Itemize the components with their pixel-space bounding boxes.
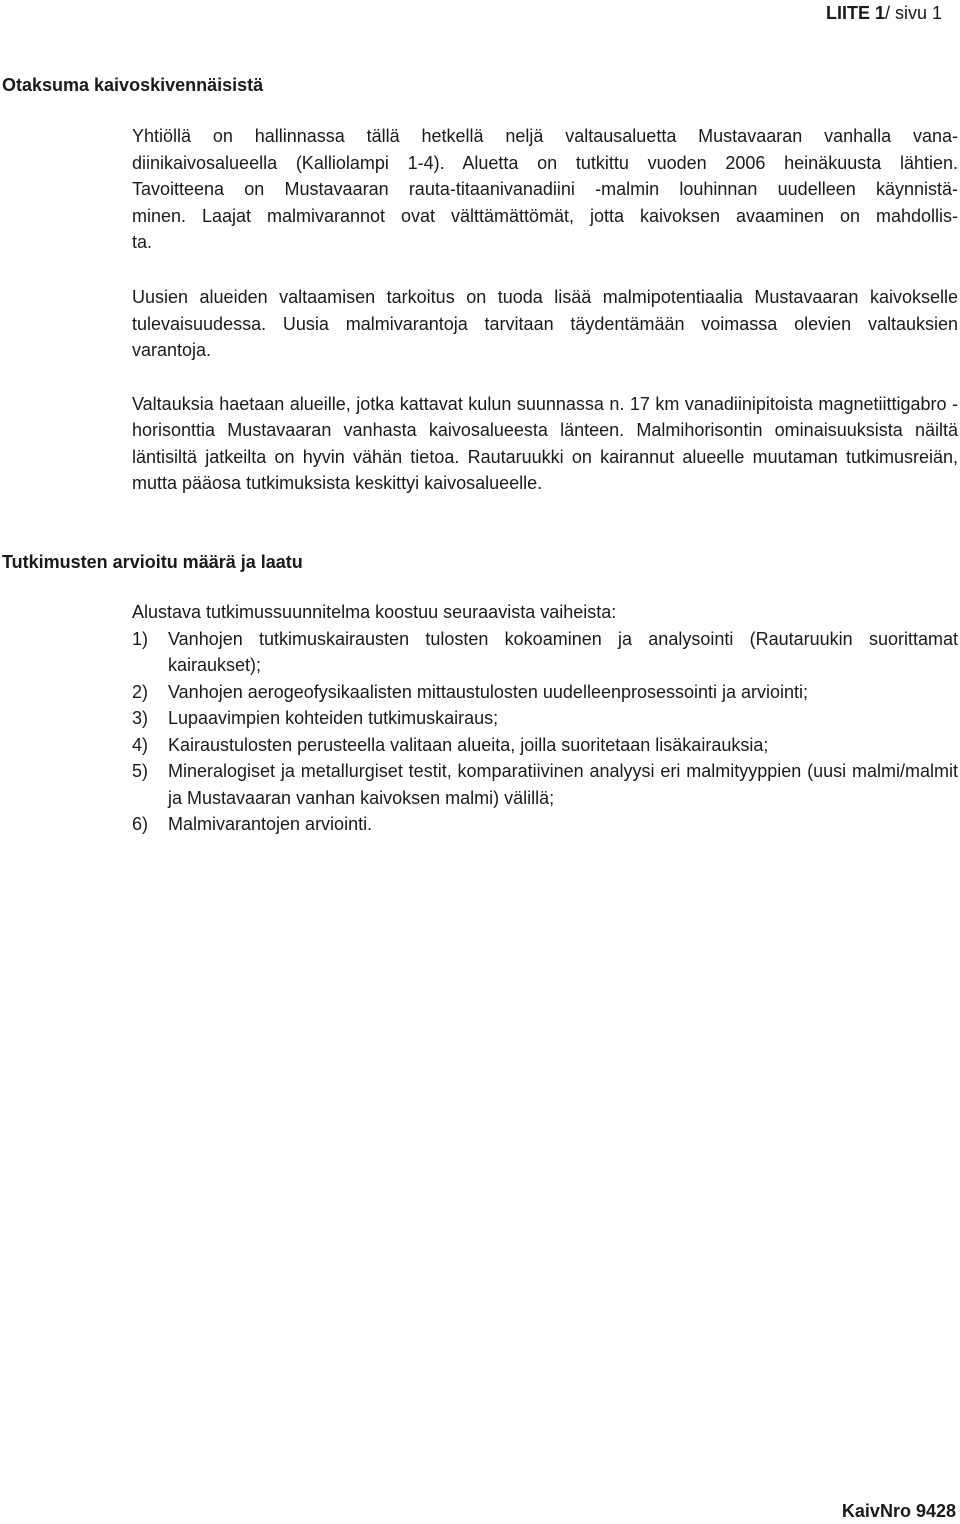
section-heading-otaksuma: Otaksuma kaivoskivennäisistä — [2, 75, 264, 95]
research-plan — [132, 599, 958, 838]
appendix-label: LIITE 1 — [825, 3, 885, 23]
paragraph-line: Tavoitteena on Mustavaaran rauta-titaanivanadiini -malmin louhinnan uudelleen käynnistä- — [132, 179, 958, 199]
list-item-text: Vanhojen tutkimuskairausten tulosten kokoaminen ja analysointi (Rautaruukin suorittamat kairaukset); — [168, 628, 958, 675]
list-item — [132, 758, 958, 811]
paragraph-line: minen. Laajat malmivarannot ovat välttämättömät, jotta kaivoksen avaaminen on mahdollis- — [132, 205, 958, 226]
list-item-text: Mineralogiset ja metallurgiset testit, komparatiivinen analyysi eri malmityyppien (uusi malmi/malmit ja Mustavaaran vanhan kaivoksen malmi) välillä; — [168, 761, 958, 808]
research-steps-list — [132, 626, 958, 838]
section1-paragraph1 — [132, 123, 958, 256]
list-item-number: 1) — [132, 628, 149, 649]
page-number-label: / sivu 1 — [884, 3, 942, 23]
section1-paragraph2: Uusien alueiden valtaamisen tarkoitus on tuoda lisää malmipotentiaalia Mustavaaran kaivokselle tulevaisuudessa. Uusia malmivarantoja tarvitaan täydentämään voimassa olevien valtauksien varantoja. — [132, 287, 958, 360]
paragraph-line: diinikaivosalueella (Kalliolampi 1-4). Aluetta on tutkittu vuoden 2006 heinäkuusta lähtien. — [132, 152, 958, 173]
list-item — [132, 811, 958, 838]
list-item-number: 2) — [132, 681, 149, 702]
page-footer-reference: KaivNro 9428 — [841, 1501, 956, 1521]
list-item — [132, 705, 958, 732]
list-item-text: Kairaustulosten perusteella valitaan alueita, joilla suoritetaan lisäkairauksia; — [168, 734, 769, 755]
section1-body — [132, 284, 958, 524]
section1-paragraph3: Valtauksia haetaan alueille, jotka kattavat kulun suunnassa n. 17 km vanadiinipitoista magnetiittigabro -horisonttia Mustavaaran vanhasta kaivosalueesta länteen. Malmihorisontin ominaisuuksista näiltä läntisiltä jatkeilta on hyvin vähän tietoa. Rautaruukki on kairannut alueelle muutaman tutkimusreiän, mutta pääosa tutkimuksista keskittyi kaivosalueelle. — [132, 393, 958, 493]
list-item-text: Vanhojen aerogeofysikaalisten mittaustulosten uudelleenprosessointi ja arviointi; — [168, 681, 809, 702]
list-item — [132, 626, 958, 679]
list-item-text: Lupaavimpien kohteiden tutkimuskairaus; — [168, 708, 499, 728]
paragraph-line: Yhtiöllä on hallinnassa tällä hetkellä neljä valtausaluetta Mustavaaran vanhalla vana- — [132, 126, 958, 146]
paragraph-line: ta. — [132, 232, 153, 252]
list-item-text: Malmivarantojen arviointi. — [168, 814, 373, 834]
list-item-number: 6) — [132, 814, 149, 834]
list-item-number: 4) — [132, 734, 149, 755]
research-plan-intro: Alustava tutkimussuunnitelma koostuu seuraavista vaiheista: — [132, 602, 617, 622]
list-item — [132, 679, 958, 706]
list-item-number: 3) — [132, 708, 149, 728]
list-item-number: 5) — [132, 761, 149, 781]
page-header — [826, 2, 942, 24]
list-item — [132, 732, 958, 759]
section-heading-tutkimukset: Tutkimusten arvioitu määrä ja laatu — [2, 552, 303, 572]
